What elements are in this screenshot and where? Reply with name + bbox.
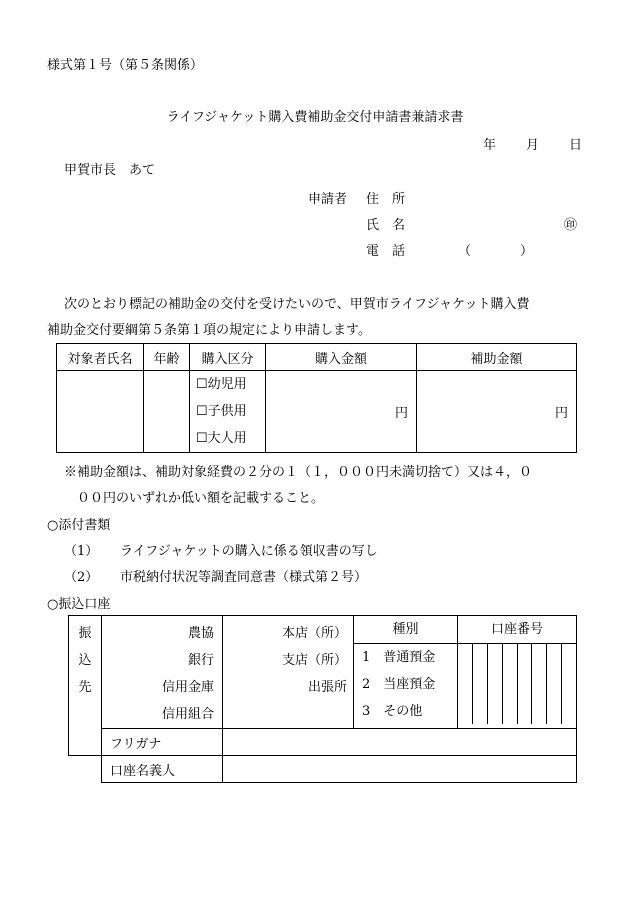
type-option-futsu[interactable] xyxy=(362,644,457,671)
form-number: 様式第１号（第５条関係） xyxy=(47,58,204,73)
institution-bank: 銀行 xyxy=(187,653,214,668)
table-header-row xyxy=(57,344,577,371)
digit-box[interactable] xyxy=(517,644,532,724)
digit-box[interactable] xyxy=(502,644,517,724)
side-char-3: 先 xyxy=(78,680,92,695)
yen-unit: 円 xyxy=(394,406,408,421)
document-title: ライフジャケット購入費補助金交付申請書兼請求書 xyxy=(166,110,464,125)
branch-main: 本店（所） xyxy=(281,626,347,641)
account-type-header: 種別 xyxy=(354,616,457,644)
bank-heading: ○振込口座 xyxy=(47,597,111,612)
transfer-destination-label xyxy=(69,616,102,756)
phone-paren-open: （ xyxy=(458,244,472,259)
category-infant-checkbox[interactable]: ☐幼児用 xyxy=(196,377,247,392)
category-child-checkbox[interactable]: ☐子供用 xyxy=(196,404,247,419)
table-row xyxy=(57,371,577,453)
date-year: 年 xyxy=(483,138,497,153)
application-table xyxy=(56,343,577,453)
digit-box[interactable] xyxy=(561,644,576,724)
purchase-amount-cell[interactable] xyxy=(266,371,417,453)
side-char-1: 振 xyxy=(78,626,92,641)
bank-main-row xyxy=(69,616,577,729)
account-type-cell xyxy=(354,616,458,729)
side-char-2: 込 xyxy=(78,653,92,668)
digit-box[interactable] xyxy=(472,644,487,724)
note-line2: ００円のいずれか低い額を記載すること。 xyxy=(77,491,325,506)
purchase-category-cell xyxy=(190,371,266,453)
account-number-header: 口座番号 xyxy=(458,616,576,644)
header-purchase-amount: 購入金額 xyxy=(266,344,417,371)
account-holder-label: 口座名義人 xyxy=(102,756,223,783)
body-text-line1: 次のとおり標記の補助金の交付を受けたいので、甲賀市ライフジャケット購入費 xyxy=(64,297,530,312)
header-subsidy-amount: 補助金額 xyxy=(417,344,577,371)
type-label: 普通預金 xyxy=(383,650,436,665)
body-text-line2: 補助金交付要綱第５条第１項の規定により申請します。 xyxy=(47,323,371,338)
applicant-phone-label: 電 話 xyxy=(366,244,406,259)
category-adult-checkbox[interactable]: ☐大人用 xyxy=(196,431,247,446)
furigana-row xyxy=(69,729,577,756)
type-num: 1 xyxy=(362,650,371,665)
account-holder-input-cell[interactable] xyxy=(223,756,577,783)
institution-shinkumi: 信用組合 xyxy=(161,707,214,722)
account-type-options xyxy=(354,644,457,725)
target-name-cell[interactable] xyxy=(57,371,144,453)
furigana-input-cell[interactable] xyxy=(223,729,577,756)
type-option-other[interactable] xyxy=(362,698,457,725)
attachment-1-text: ライフジャケットの購入に係る領収書の写し xyxy=(120,544,378,559)
yen-unit: 円 xyxy=(554,406,568,421)
institution-nokyo: 農協 xyxy=(187,626,214,641)
applicant-address-label: 住 所 xyxy=(366,192,406,207)
attachments-heading: ○添付書類 xyxy=(47,518,111,533)
header-target-name: 対象者氏名 xyxy=(57,344,144,371)
institution-type-cell[interactable] xyxy=(102,616,223,729)
attachment-1-number: （1） xyxy=(64,544,99,559)
account-number-cell xyxy=(458,616,577,729)
type-label: その他 xyxy=(383,704,423,719)
digit-box[interactable] xyxy=(487,644,502,724)
applicant-name-label: 氏 名 xyxy=(366,218,406,233)
attachment-2-number: （2） xyxy=(64,570,99,585)
header-age: 年齢 xyxy=(144,344,190,371)
type-num: 2 xyxy=(362,677,371,692)
subsidy-amount-cell[interactable] xyxy=(417,371,577,453)
age-cell[interactable] xyxy=(144,371,190,453)
date-day: 日 xyxy=(569,138,583,153)
branch-office: 出張所 xyxy=(307,680,347,695)
holder-row xyxy=(69,756,577,783)
addressee: 甲賀市長 あて xyxy=(64,163,156,178)
branch-type-cell[interactable] xyxy=(223,616,354,729)
type-num: 3 xyxy=(362,704,371,719)
type-option-toza[interactable] xyxy=(362,671,457,698)
date-month: 月 xyxy=(526,138,540,153)
furigana-label: フリガナ xyxy=(102,729,223,756)
type-label: 当座預金 xyxy=(383,677,436,692)
note-line1: ※補助金額は、補助対象経費の２分の１（１，０００円未満切捨て）又は４，０ xyxy=(64,465,533,480)
digit-box[interactable] xyxy=(531,644,546,724)
institution-shinkin: 信用金庫 xyxy=(161,680,214,695)
account-number-digits xyxy=(472,644,576,724)
branch-sub: 支店（所） xyxy=(281,653,347,668)
digit-box[interactable] xyxy=(546,644,561,724)
seal-mark: ㊞ xyxy=(564,218,578,233)
applicant-label: 申請者 xyxy=(308,192,348,207)
header-purchase-category: 購入区分 xyxy=(190,344,266,371)
attachment-2-text: 市税納付状況等調査同意書（様式第２号） xyxy=(120,570,368,585)
bank-table xyxy=(68,615,577,783)
phone-paren-close: ） xyxy=(520,244,534,259)
